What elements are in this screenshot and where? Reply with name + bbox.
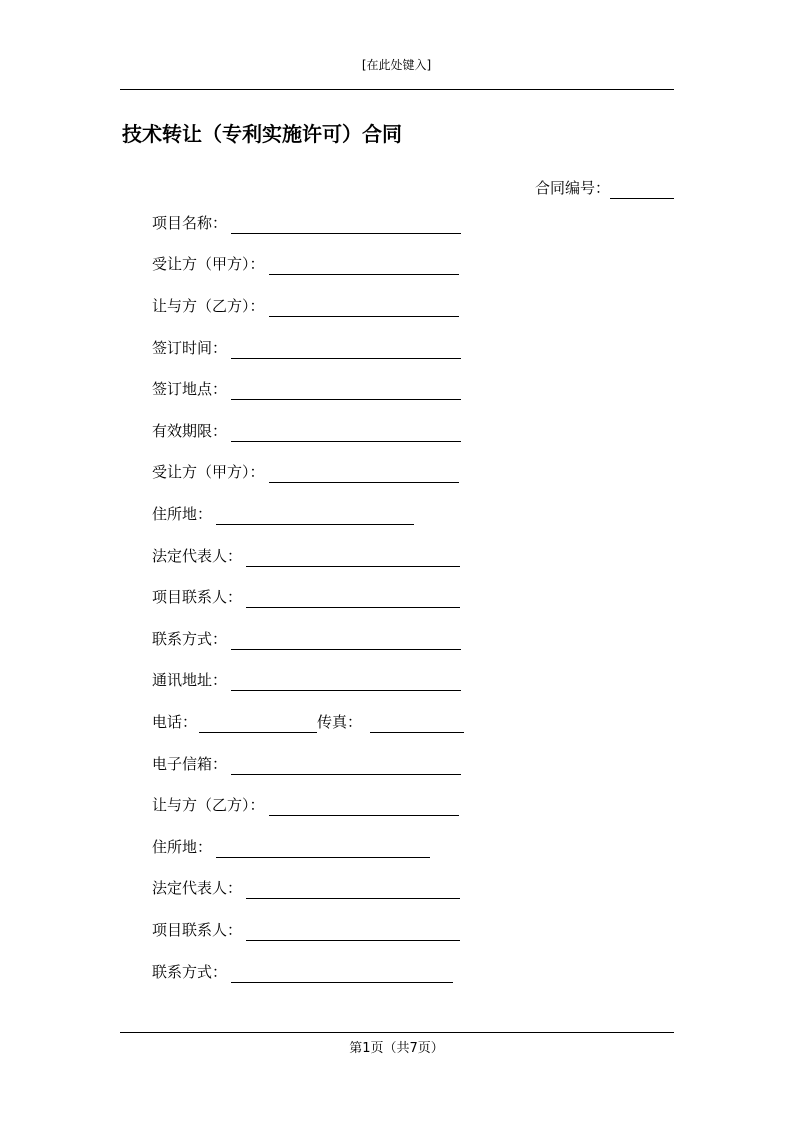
fill-in-line[interactable] xyxy=(269,464,459,483)
field-label: 让与方（乙方）： xyxy=(152,796,265,814)
document-title: 技术转让（专利实施许可）合同 xyxy=(122,122,402,146)
field-assignee xyxy=(152,253,459,275)
field-label: 签订时间： xyxy=(152,339,228,357)
field-label: 住所地： xyxy=(152,838,213,856)
field-signing-place xyxy=(152,378,461,400)
fill-in-line[interactable] xyxy=(246,589,460,608)
field-label: 项目名称： xyxy=(152,214,228,232)
field-label: 有效期限： xyxy=(152,422,228,440)
fill-in-line[interactable] xyxy=(246,880,460,899)
field-assignor xyxy=(152,295,459,317)
field-assignee-legal-rep xyxy=(152,545,460,567)
field-assignee-phone-fax xyxy=(152,711,464,733)
field-label: 项目联系人： xyxy=(152,588,243,606)
field-label: 住所地： xyxy=(152,505,213,523)
fill-in-line[interactable] xyxy=(246,922,460,941)
field-assignor-party xyxy=(152,794,459,816)
field-label: 联系方式： xyxy=(152,963,228,981)
field-label: 签订地点： xyxy=(152,380,228,398)
field-assignee-contact-method xyxy=(152,628,461,650)
field-label: 法定代表人： xyxy=(152,879,243,897)
fill-in-line[interactable] xyxy=(231,672,461,691)
field-label: 电子信箱： xyxy=(152,755,228,773)
field-validity-period xyxy=(152,420,461,442)
field-label-phone: 电话： xyxy=(152,713,198,731)
fill-in-line[interactable] xyxy=(269,298,459,317)
field-assignor-contact xyxy=(152,919,460,941)
field-signing-time xyxy=(152,337,461,359)
contract-number-label: 合同编号： xyxy=(534,179,610,197)
field-label: 受让方（甲方）： xyxy=(152,463,265,481)
field-label: 通讯地址： xyxy=(152,671,228,689)
contract-number xyxy=(535,177,674,199)
field-assignee-email xyxy=(152,753,461,775)
field-assignee-party xyxy=(152,461,459,483)
page-header: [在此处键入] xyxy=(361,58,432,72)
fill-in-line[interactable] xyxy=(231,381,461,400)
field-assignor-legal-rep xyxy=(152,877,460,899)
fill-in-line[interactable] xyxy=(231,964,453,983)
field-assignee-address xyxy=(152,503,414,525)
fill-in-line[interactable] xyxy=(269,256,459,275)
field-project-name xyxy=(152,212,461,234)
fill-in-line[interactable] xyxy=(231,631,461,650)
fill-in-line[interactable] xyxy=(216,506,414,525)
field-assignee-mailing-address xyxy=(152,669,461,691)
field-assignee-contact xyxy=(152,586,460,608)
field-label-fax: 传真： xyxy=(317,713,363,731)
fill-in-line[interactable] xyxy=(231,756,461,775)
footer-rule xyxy=(120,1032,674,1033)
field-label: 项目联系人： xyxy=(152,921,243,939)
field-label: 法定代表人： xyxy=(152,547,243,565)
page-footer: 第1页（共7页） xyxy=(349,1041,444,1056)
field-assignor-address xyxy=(152,836,430,858)
fill-in-line[interactable] xyxy=(231,340,461,359)
fill-in-line[interactable] xyxy=(269,797,459,816)
fill-in-line-fax[interactable] xyxy=(370,714,464,733)
fill-in-line[interactable] xyxy=(216,839,430,858)
fill-in-line[interactable] xyxy=(231,215,461,234)
field-label: 受让方（甲方）： xyxy=(152,255,265,273)
fill-in-line[interactable] xyxy=(246,548,460,567)
fill-in-line[interactable] xyxy=(231,423,461,442)
contract-number-blank[interactable] xyxy=(610,180,674,199)
field-label: 联系方式： xyxy=(152,630,228,648)
header-rule xyxy=(120,89,674,90)
field-assignor-contact-method xyxy=(152,961,453,983)
field-label: 让与方（乙方）： xyxy=(152,297,265,315)
fill-in-line-phone[interactable] xyxy=(199,714,317,733)
